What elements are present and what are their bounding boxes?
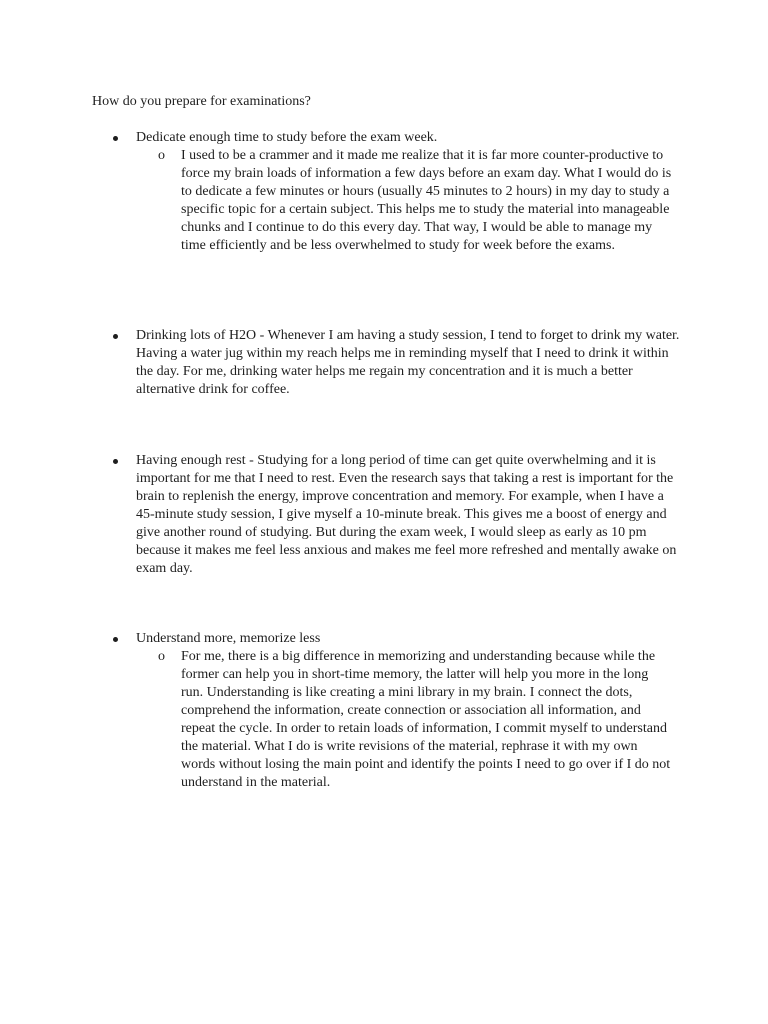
sub-bullet-marker-icon: o	[158, 649, 165, 664]
sub-bullet-marker-icon: o	[158, 148, 165, 163]
bullet-dot-icon	[113, 459, 118, 464]
section-study-time	[0, 129, 768, 255]
sub-bullet-item	[0, 648, 768, 792]
bullet-dot-icon	[113, 334, 118, 339]
sub-bullet-text: I used to be a crammer and it made me realize that it is far more counter-productive to force my brain loads of information a few days before an exam day. What I would do is to dedicate a few minutes or hours (usually 45 minutes to 2 hours) in my day to study a specific topic for a certain subject. This helps me to study the material into manageable chunks and I continue to do this every day. That way, I would be able to manage my time efficiently and be less overwhelmed to study for week before the exams.	[181, 148, 672, 253]
bullet-dot-icon	[113, 136, 118, 141]
bullet-item	[0, 630, 768, 648]
bullet-dot-icon	[113, 637, 118, 642]
question-heading: How do you prepare for examinations?	[92, 94, 311, 109]
sub-bullet-text: For me, there is a big difference in memorizing and understanding because while the former can help you in short-time memory, the latter will help you more in the long run. Understanding is like creating a mini library in my brain. I connect the dots, comprehend the information, create connection or association all information, and repeat the cycle. In order to retain loads of information, I commit myself to understand the material. What I do is write revisions of the material, rephrase it with my own words without losing the main point and identify the points I need to go over if I do not understand in the material.	[181, 649, 671, 790]
section-understand-more	[0, 630, 768, 792]
section-drinking-water	[0, 327, 768, 399]
bullet-text: Understand more, memorize less	[136, 631, 321, 646]
bullet-item	[0, 452, 768, 578]
sub-bullet-item	[0, 147, 768, 255]
bullet-text: Having enough rest - Studying for a long period of time can get quite overwhelming and it is important for me that I need to rest. Even the research says that taking a rest is important for the brain to replenish the energy, improve concentration and memory. For example, when I have a 45-minute study session, I give myself a 10-minute break. This gives me a boost of energy and give another round of studying. But during the exam week, I would sleep as early as 10 pm because it makes me feel less anxious and makes me feel more refreshed and mentally awake on exam day.	[136, 453, 677, 576]
bullet-item	[0, 327, 768, 399]
bullet-text: Drinking lots of H2O - Whenever I am having a study session, I tend to forget to drink my water. Having a water jug within my reach helps me in reminding myself that I need to drink it within the day. For me, drinking water helps me regain my concentration and it is much a better alternative drink for coffee.	[136, 328, 680, 397]
section-rest	[0, 452, 768, 578]
bullet-item	[0, 129, 768, 147]
bullet-text: Dedicate enough time to study before the exam week.	[136, 130, 438, 145]
